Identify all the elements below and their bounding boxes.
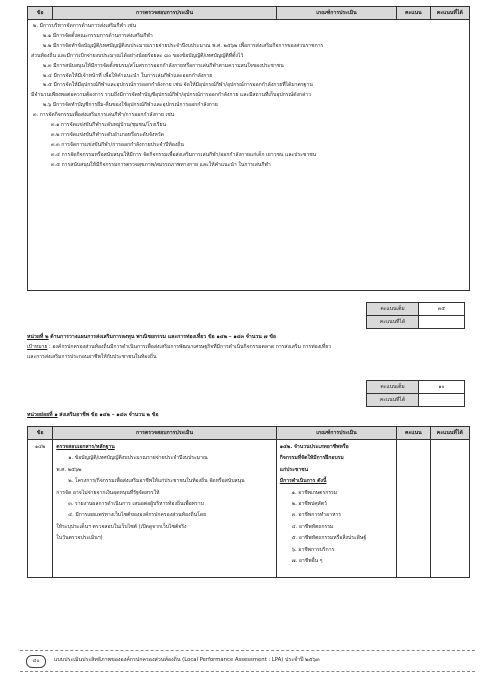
text-line bbox=[280, 556, 393, 567]
header-score-got: คะแนนที่ได้ bbox=[430, 427, 469, 440]
line-text: มีจำนวนเพียงพอต่อความต้องการ รวมถึงมีการจัดทำบัญชีอุปกรณ์กีฬา/อุปกรณ์การออกกำลังกาย และมีสถานที่เก็บอุปกรณ์ดังกล่าว bbox=[31, 92, 311, 99]
text-line bbox=[31, 111, 466, 121]
full-score-value: ๓๕ bbox=[419, 303, 465, 316]
text-line bbox=[56, 499, 273, 510]
text-line bbox=[56, 510, 273, 521]
text-line bbox=[280, 465, 393, 476]
check-cell bbox=[53, 440, 277, 578]
table-body-row bbox=[28, 20, 470, 291]
line-text: มีการดำเนินการ ดังนี้ bbox=[279, 478, 327, 485]
line-text: ๒.๒ มีการจัดทำข้อบัญญัติ/เทศบัญญัติงบประมาณรายจ่ายประจำปีงบประมาณ พ.ศ. ๒๕๖๒ เพื่อการส่งเสริมกิจการของส่วนราชการ bbox=[43, 42, 324, 49]
text-line bbox=[280, 442, 393, 453]
line-text: ๒.๑ มีการจัดตั้งคณะกรรมการด้านการส่งเสริมกีฬา bbox=[43, 32, 153, 39]
assessment-table-continued bbox=[27, 6, 470, 291]
header-score-got: คะแนนที่ได้ bbox=[430, 7, 469, 20]
header-score: คะแนน bbox=[397, 427, 430, 440]
text-line bbox=[280, 453, 393, 464]
score-box-2 bbox=[366, 380, 465, 407]
line-text: แก่ประชาชน bbox=[279, 466, 309, 473]
score-box-1 bbox=[366, 302, 465, 329]
table-header-row bbox=[28, 7, 470, 20]
line-text: ๒. อาชีพปศุสัตว์ bbox=[291, 501, 327, 508]
got-score-label: คะแนนที่ได้ bbox=[367, 316, 419, 329]
table-row bbox=[28, 440, 470, 578]
text-line bbox=[280, 510, 393, 521]
line-text: ส่วนท้องถิ่น และมีการเบิกจ่ายงบประมาณได้อย่างน้อยร้อยละ ๘๐ ของข้อบัญญัติ/เทศบัญญัติที่ตั้งไว้ bbox=[31, 52, 244, 59]
text-line bbox=[56, 453, 273, 464]
text-line bbox=[280, 488, 393, 499]
score-got-cell bbox=[430, 440, 469, 578]
line-text: ๗. อาชีพอื่น ๆ bbox=[291, 558, 323, 565]
text-line bbox=[31, 121, 466, 131]
score-cell bbox=[397, 440, 430, 578]
line-text: ๓.๑ การจัดแข่งขันกีฬาระดับหมู่บ้าน/ชุมชน/โรงเรียน bbox=[51, 122, 166, 129]
line-text: ๑. อาชีพเกษตรกรรม bbox=[291, 489, 338, 496]
text-line bbox=[280, 476, 393, 487]
full-score-value: ๑๐ bbox=[419, 381, 465, 394]
header-criteria: เกณฑ์การประเมิน bbox=[276, 427, 396, 440]
line-text: ๓. การจัดกิจกรรมเพื่อส่งเสริมการเล่นกีฬา/การออกกำลังกาย เช่น bbox=[33, 112, 175, 119]
text-line bbox=[31, 101, 466, 111]
section-unit-label: หน่วยที่ ๒ bbox=[27, 334, 49, 340]
line-text: ๔. อาชีพหัตถกรรม bbox=[291, 523, 334, 530]
line-text: ๒.๕ มีการจัดให้มีอุปกรณ์กีฬาและอุปกรณ์การออกกำลังกาย เช่น จัดให้มีอุปกรณ์กีฬา/อุปกรณ์การออกกำลังกายที่ได้มาตรฐาน bbox=[43, 82, 313, 89]
text-line bbox=[31, 52, 466, 62]
assessment-table-item-142 bbox=[27, 426, 470, 578]
line-text: กิจกรรมที่จัดให้มีการฝึกอบรม bbox=[279, 455, 344, 462]
text-line bbox=[31, 141, 466, 151]
text-line bbox=[31, 22, 466, 32]
section-title bbox=[27, 333, 276, 342]
header-criteria: เกณฑ์การประเมิน bbox=[276, 7, 396, 20]
line-text: ๕. อาชีพหัตถกรรมหรือสิ่งประดิษฐ์ bbox=[291, 535, 367, 542]
text-line bbox=[31, 81, 466, 91]
text-line bbox=[56, 522, 273, 533]
text-line bbox=[280, 499, 393, 510]
line-text: ๓.๓ การจัดการแข่งขันกีฬา/การออกกำลังกายประจำปีท้องถิ่น bbox=[51, 141, 184, 148]
footer-title: แบบประเมินประสิทธิภาพขององค์กรปกครองส่วนท้องถิ่น (Local Performance Assessment : LPA) ประจำปี ๒๕๖๓ bbox=[54, 657, 320, 663]
line-text: ๒.๖ มีการจัดทำบัญชีการยืม-คืนของใช้อุปกรณ์กีฬาและอุปกรณ์การออกกำลังกาย bbox=[43, 102, 218, 109]
section-goal bbox=[27, 343, 467, 363]
line-text: ๖. อาชีพการบริการ bbox=[291, 546, 335, 553]
line-text: ๒.๔ มีการจัดให้มีเจ้าหน้าที่ เพื่อให้คำแนะนำ ในการเล่นกีฬาและออกกำลังกาย bbox=[43, 72, 213, 79]
header-score: คะแนน bbox=[397, 7, 430, 20]
got-score-value bbox=[419, 316, 465, 329]
text-line bbox=[31, 91, 466, 101]
got-score-value bbox=[419, 394, 465, 407]
header-check: การตรวจสอบการประเมิน bbox=[53, 7, 277, 20]
goal-text-1: : องค์กรปกครองส่วนท้องถิ่นมีการดำเนินการเพื่อส่งเสริมการพัฒนาเศรษฐกิจที่มีการดำเนินกิจกรรมตลาด การส่งเสริม การท่องเที่ยว bbox=[49, 344, 332, 350]
header-check: การตรวจสอบการประเมิน bbox=[53, 427, 277, 440]
text-line bbox=[56, 476, 273, 487]
line-text: ให้ระบุประเด็นฯ ตรวจสอบในเว็บไซต์ (เปิดดูจากเว็บไซต์จริง bbox=[56, 523, 187, 530]
line-text: ๒. มีการบริหารจัดการด้านการส่งเสริมกีฬา เช่น bbox=[33, 23, 137, 29]
header-item-no: ข้อ bbox=[28, 7, 53, 20]
subunit-text: ส่งเสริมอาชีพ ข้อ ๑๔๒ – ๑๔๓ จำนวน ๒ ข้อ bbox=[59, 412, 159, 418]
line-text: ๓. อาชีพการทำอาหาร bbox=[291, 512, 342, 519]
item-number: ๑๔๒ bbox=[28, 440, 53, 578]
criteria-cell bbox=[276, 440, 396, 578]
header-item-no: ข้อ bbox=[28, 427, 53, 440]
section-unit-text: ด้านการวางแผนการส่งเสริมการลงทุน พาณิชยกรรม และการท่องเที่ยว ข้อ ๑๔๒ – ๑๔๓ จำนวน ๗ ข้อ bbox=[50, 334, 277, 340]
got-score-label: คะแนนที่ได้ bbox=[367, 394, 419, 407]
text-line bbox=[280, 522, 393, 533]
line-text: พ.ศ. ๒๕๖๒ bbox=[56, 466, 82, 473]
line-text: ๒. โครงการ/กิจกรรมเพื่อส่งเสริมอาชีพให้แก่ประชาชนในท้องถิ่น จัดหรือสนับสนุน bbox=[68, 478, 245, 485]
full-score-label: คะแนนเต็ม bbox=[367, 381, 419, 394]
subunit-label: หน่วยย่อยที่ ๑ bbox=[27, 412, 58, 418]
text-line bbox=[31, 32, 466, 42]
line-text: ๑. ข้อบัญญัติ/เทศบัญญัติงบประมาณรายจ่ายประจำปีงบประมาณ bbox=[68, 455, 208, 462]
subunit-title bbox=[27, 411, 158, 420]
text-line bbox=[31, 161, 466, 171]
line-text: การจัด อาจไม่จ่ายจากเงินอุดหนุนที่รัฐจัดสรรให้ bbox=[56, 489, 160, 496]
text-line bbox=[56, 533, 273, 544]
page-number: ๔๐ bbox=[26, 655, 46, 668]
text-line bbox=[31, 62, 466, 72]
line-text: ๓.๔ การจัดกิจกรรมหรือสนับสนุนให้มีการ จัดกิจกรรมเพื่อส่งเสริมการเล่นกีฬา/ออกกำลังกายแก่เด็ก เยาวชน และประชาชน bbox=[51, 151, 317, 158]
full-score-label: คะแนนเต็ม bbox=[367, 303, 419, 316]
line-text: ๔. มีการเผยแพร่ทางเว็บไซต์ขององค์กรปกครองส่วนท้องถิ่นโดย bbox=[68, 512, 207, 519]
line-text: ๑๔๒. จำนวนประเภทอาชีพหรือ bbox=[279, 444, 349, 450]
line-text: ๓.๒ การจัดแข่งขันกีฬาระดับอำเภอหรือระดับจังหวัด bbox=[51, 131, 164, 138]
goal-text-2: และการส่งเสริมการประกอบอาชีพให้กับประชาชนในท้องถิ่น bbox=[27, 353, 157, 360]
line-text: ๓. รายงานผลการดำเนินการ เสนอต่อผู้บริหารท้องถิ่นเพื่อทราบ bbox=[68, 501, 204, 508]
text-line bbox=[56, 488, 273, 499]
text-line bbox=[56, 465, 273, 476]
text-line bbox=[31, 72, 466, 82]
line-text: ในวันตรวจประเมินฯ) bbox=[56, 535, 103, 542]
line-text: ตรวจสอบเอกสาร/หลักฐาน bbox=[56, 444, 115, 450]
line-text: ๒.๓ มีการสนับสนุนให้มีการจัดตั้งชมรม/สโมสรการออกกำลังกายหรือการเล่นกีฬาตามความสนใจของประชาชน bbox=[43, 62, 284, 69]
text-line bbox=[31, 42, 466, 52]
page-footer bbox=[20, 650, 475, 672]
text-line bbox=[280, 545, 393, 556]
table-header-row bbox=[28, 427, 470, 440]
line-text: ๓.๕ การสนับสนุนให้มีกิจกรรมการตรวจสุขภาพ/สมรรถภาพทางกาย และให้คำแนะนำ ในการเล่นกีฬา bbox=[51, 161, 271, 168]
text-line bbox=[56, 442, 273, 453]
text-line bbox=[31, 131, 466, 141]
continued-content-cell bbox=[28, 20, 470, 291]
text-line bbox=[280, 533, 393, 544]
text-line bbox=[31, 151, 466, 161]
goal-label: เป้าหมาย bbox=[27, 344, 48, 350]
